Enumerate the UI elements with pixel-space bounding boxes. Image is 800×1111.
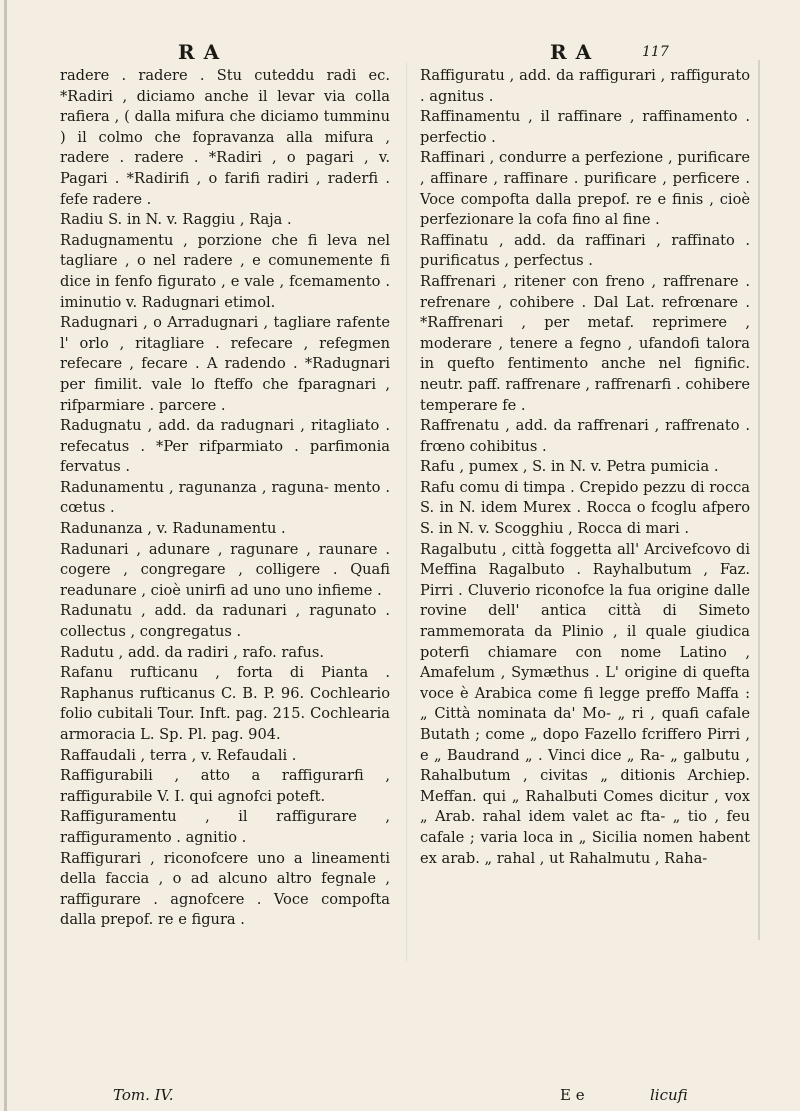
- dictionary-entry: Raffiguramentu , il raffigurare , raffiguramento . agnitio .: [60, 808, 390, 846]
- dictionary-entry: Radiu S. in N. v. Raggiu , Raja .: [60, 211, 292, 229]
- dictionary-entry: Ragalbutu , città foggetta all' Arcivefcovo di Meffina Ragalbuto . Rayhalbutum , Faz. Pirri . Cluverio riconofce la fua origine dalle rovine dell' antica città di Simeto rammemorata da Plinio , il quale giudica poterfi chiamare con nome Latino , Amafelum , Symæthus . L' origine di quefta voce è Arabica come fi legge preffo Maffa : „ Città nominata da' Mo- „ ri , quafi cafale Butath ; come „ dopo Fazello fcriffero Pirri , e „ Baudrand „ . Vinci dice „ Ra- „ galbutu , Rahalbutum , civitas „ ditionis Archiep. Meffan. qui „ Rahalbuti Comes dicitur , vox „ Arab. rahal idem valet ac fta- „ tio , feu cafale ; varia loca in „ Sicilia nomen habent ex arab. „ rahal , ut Rahalmutu , Raha-: [420, 540, 750, 867]
- dictionary-entry: Rafu comu di timpa . Crepido pezzu di rocca S. in N. idem Murex . Rocca o fcoglu afpero S. in N. v. Scogghiu , Rocca di mari .: [420, 478, 750, 538]
- dictionary-entry: Raffinamentu , il raffinare , raffinamento . perfectio .: [420, 108, 750, 146]
- column-gutter: [406, 62, 407, 962]
- dictionary-entry: radere . radere . Stu cuteddu radi ec. *Radiri , diciamo anche il levar via colla rafiera , ( dalla mifura che diciamo tumminu ) il colmo che fopravanza alla mifura , radere . radere . *Radiri , o pagari , v. Pagari . *Radirifi , o farifi radiri , raderfi . fefe radere .: [60, 67, 390, 208]
- dictionary-entry: Raffinatu , add. da raffinari , raffinato . purificatus , perfectus .: [420, 231, 750, 270]
- dictionary-entry: Raffiguratu , add. da raffigurari , raffigurato . agnitus .: [420, 67, 750, 105]
- dictionary-entry: Radunanza , v. Radunamentu .: [60, 520, 286, 538]
- signature-mark: E e: [560, 1086, 585, 1104]
- running-head-left: R A: [178, 40, 221, 64]
- dictionary-entry: Rafanu rufticanu , forta di Pianta . Raphanus rufticanus C. B. P. 96. Cochleario folio cubitali Tour. Inft. pag. 215. Cochlearia armoracia L. Sp. Pl. pag. 904.: [60, 664, 390, 743]
- left-column: [60, 66, 390, 931]
- dictionary-entry: Radutu , add. da radiri , rafo. rafus.: [60, 643, 325, 661]
- page-number: 117: [642, 44, 669, 60]
- dictionary-entry: Radunamentu , ragunanza , raguna- mento . cœtus .: [60, 478, 390, 517]
- binding-shadow: [4, 0, 7, 1111]
- dictionary-entry: Rafu , pumex , S. in N. v. Petra pumicia .: [420, 458, 719, 476]
- right-column: [420, 66, 750, 869]
- dictionary-entry: Raffrenari , ritener con freno , raffrenare . refrenare , cohibere . Dal Lat. refrœnare . *Raffrenari , per metaf. reprimere , moderare , tenere a fegno , ufandofi talora in quefto fentimento anche nel fignific. neutr. paff. raffrenare , raffrenarfi . cohibere temperare fe .: [420, 272, 750, 414]
- page-edge-shadow: [758, 60, 760, 940]
- dictionary-entry: Raffinari , condurre a perfezione , purificare , affinare , raffinare . purificare , perficere . Voce compofta dalla prepof. re e finis , cioè perfezionare la cofa fino al fine .: [420, 149, 750, 229]
- dictionary-entry: Radunatu , add. da radunari , ragunato . collectus , congregatus .: [60, 602, 390, 641]
- volume-signature: Tom. IV.: [113, 1086, 174, 1104]
- catchword: licufi: [650, 1086, 688, 1104]
- dictionary-entry: Raffrenatu , add. da raffrenari , raffrenato . frœno cohibitus .: [420, 417, 750, 455]
- dictionary-entry: Raffaudali , terra , v. Refaudali .: [60, 746, 297, 764]
- running-head-right: R A: [550, 40, 593, 64]
- dictionary-entry: Raffigurabili , atto a raffigurarfi , raffigurabile V. I. qui agnofci poteft.: [60, 767, 390, 805]
- dictionary-entry: Raffigurari , riconofcere uno a lineamenti della faccia , o ad alcuno altro fegnale , raffigurare . agnofcere . Voce compofta dalla prepof. re e figura .: [60, 849, 390, 929]
- dictionary-entry: Radugnari , o Arradugnari , tagliare rafente l' orlo , ritagliare . refecare , refegmen refecare , fecare . A radendo . *Radugnari per fimilit. vale lo fteffo che fparagnari , rifparmiare . parcere .: [60, 314, 390, 414]
- dictionary-entry: Radugnatu , add. da radugnari , ritagliato . refecatus . *Per rifparmiato . parfimonia fervatus .: [60, 417, 390, 476]
- dictionary-entry: Radugnamentu , porzione che fi leva nel tagliare , o nel radere , e comunemente fi dice in fenfo figurato , e vale , fcemamento . iminutio v. Radugnari etimol.: [60, 231, 390, 311]
- dictionary-entry: Radunari , adunare , ragunare , raunare . cogere , congregare , colligere . Quafi readunare , cioè unirfi ad uno uno infieme .: [60, 540, 390, 599]
